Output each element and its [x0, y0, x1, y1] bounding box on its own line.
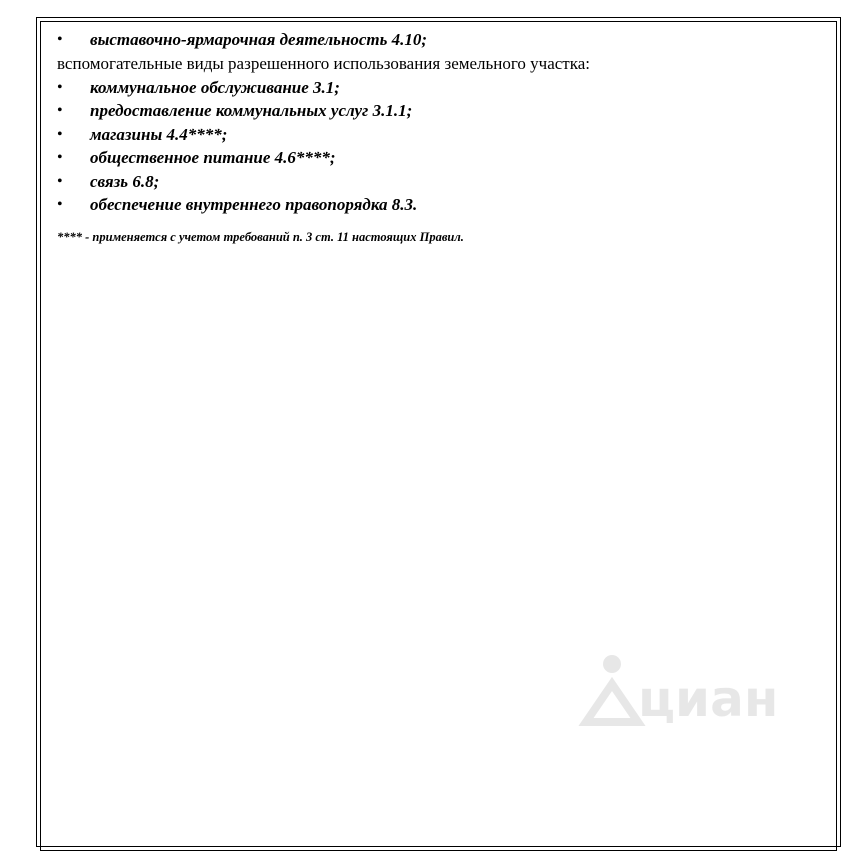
bullet-icon: • — [57, 149, 63, 166]
bullet-icon: • — [57, 196, 63, 213]
list-item — [57, 170, 827, 194]
list-item — [57, 99, 827, 123]
watermark-text: циан — [638, 670, 779, 728]
list-item-text: коммунальное обслуживание 3.1; — [90, 77, 340, 97]
list-item-text: обеспечение внутреннего правопорядка 8.3. — [90, 195, 418, 214]
bullet-icon: • — [57, 102, 63, 119]
bullet-icon: • — [57, 78, 63, 96]
list-item — [57, 76, 827, 100]
bullet-icon: • — [57, 31, 63, 48]
list-item — [57, 146, 827, 170]
auxiliary-use-list — [57, 76, 827, 217]
list-item — [57, 193, 827, 217]
watermark-logo-icon — [578, 650, 788, 730]
list-item-text: выставочно-ярмарочная деятельность 4.10; — [90, 30, 428, 49]
bullet-icon: • — [57, 172, 63, 190]
main-use-list — [57, 28, 827, 52]
bullet-icon: • — [57, 125, 63, 143]
footnote: **** - применяется с учетом требований п. 3 ст. 11 настоящих Правил. — [57, 229, 464, 244]
auxiliary-uses-heading: вспомогательные виды разрешенного использования земельного участка: — [57, 53, 591, 73]
list-item-text: связь 6.8; — [90, 171, 160, 191]
list-item-text: общественное питание 4.6****; — [90, 148, 336, 167]
list-item — [57, 123, 827, 147]
document-body — [57, 28, 827, 245]
list-item — [57, 28, 827, 52]
list-item-text: магазины 4.4****; — [90, 124, 228, 144]
list-item-text: предоставление коммунальных услуг 3.1.1; — [90, 101, 413, 120]
